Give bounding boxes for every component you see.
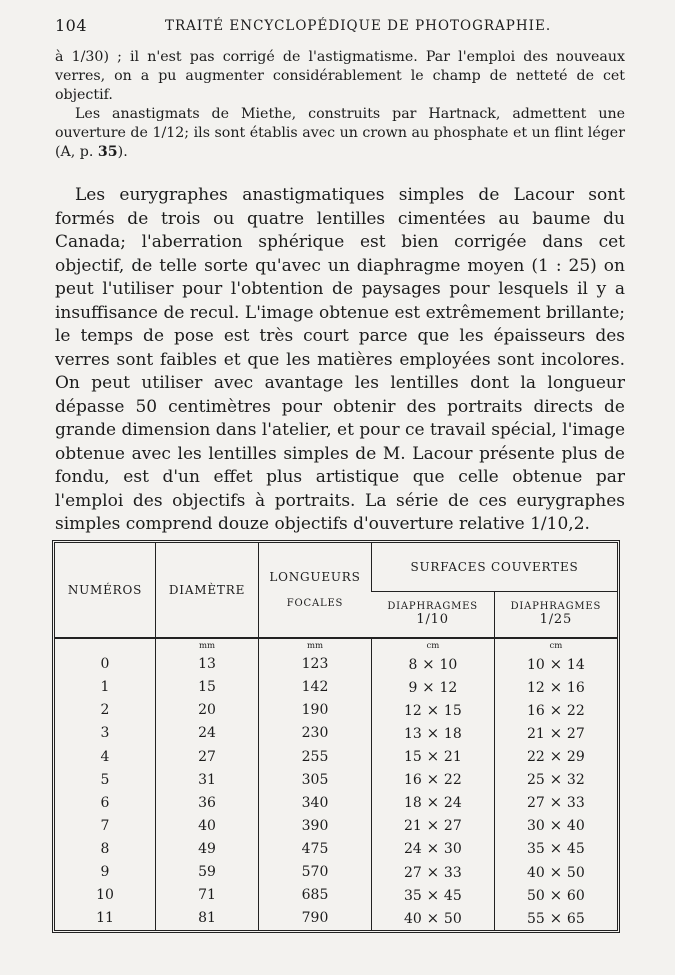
surface-height: 65 [566, 910, 585, 927]
cell-numero [55, 907, 156, 930]
numero-value: 9 [100, 864, 110, 881]
table-row [55, 768, 617, 791]
cell-focale [259, 653, 372, 676]
small-paragraph-2 [55, 105, 625, 162]
page-header [55, 16, 625, 38]
surface-width: 21 [403, 818, 422, 835]
table-row [55, 745, 617, 768]
surface-width: 25 [526, 772, 545, 789]
cell-surface-1-25 [494, 745, 617, 768]
times-sign: × [421, 885, 444, 904]
cell-surface-1-10 [372, 791, 495, 814]
lens-table [52, 540, 620, 933]
small-text-block [55, 48, 625, 162]
diametre-value: 36 [198, 794, 216, 811]
header-diaph-2-frac: 1/25 [539, 612, 573, 628]
surface-width: 15 [403, 749, 422, 766]
cell-focale [259, 907, 372, 930]
surface-height: 15 [443, 702, 462, 719]
header-diaph-1-frac: 1/10 [416, 612, 449, 628]
units-s1: cm [372, 638, 495, 653]
surface-height: 33 [566, 795, 585, 812]
surface-height: 32 [566, 772, 585, 789]
numero-value: 10 [96, 887, 114, 904]
surface-width: 40 [526, 864, 545, 881]
focale-value: 475 [301, 840, 329, 857]
cell-focale [259, 699, 372, 722]
cell-diametre [156, 745, 259, 768]
times-sign: × [421, 700, 444, 719]
times-sign: × [544, 816, 567, 835]
diametre-value: 20 [198, 702, 216, 719]
times-sign: × [421, 793, 444, 812]
numero-value: 8 [100, 840, 110, 857]
surface-width: 35 [526, 841, 545, 858]
surface-height: 27 [443, 818, 462, 835]
surface-height: 45 [443, 887, 462, 904]
cell-focale [259, 884, 372, 907]
surface-height: 24 [443, 795, 462, 812]
cell-diametre [156, 722, 259, 745]
cell-surface-1-25 [494, 837, 617, 860]
cell-surface-1-10 [372, 653, 495, 676]
numero-value: 11 [96, 910, 114, 927]
cell-numero [55, 884, 156, 907]
numero-value: 6 [100, 794, 110, 811]
surface-height: 50 [566, 864, 585, 881]
cell-surface-1-25 [494, 653, 617, 676]
cell-focale [259, 791, 372, 814]
times-sign: × [544, 700, 567, 719]
cell-diametre [156, 814, 259, 837]
surface-height: 18 [443, 725, 462, 742]
table-row [55, 653, 617, 676]
times-sign: × [544, 885, 567, 904]
cell-numero [55, 814, 156, 837]
cell-numero [55, 653, 156, 676]
surface-height: 10 [439, 656, 458, 673]
surface-height: 33 [443, 864, 462, 881]
header-longueurs [259, 543, 372, 638]
small-paragraph-2-end: ). [117, 144, 128, 160]
cell-focale [259, 768, 372, 791]
small-paragraph-1: à 1/30) ; il n'est pas corrigé de l'astigmatisme. Par l'emploi des nouveaux verres, on a pu augmenter considérablement le champ de netteté de cet objectif. [55, 49, 625, 103]
units-row [55, 638, 617, 653]
surface-height: 16 [566, 679, 585, 696]
table-row [55, 722, 617, 745]
surface-height: 14 [566, 656, 585, 673]
numero-value: 7 [100, 817, 110, 834]
diametre-value: 59 [198, 864, 216, 881]
times-sign: × [544, 654, 567, 673]
cell-focale [259, 745, 372, 768]
surface-width: 40 [403, 910, 422, 927]
header-numeros: NUMÉROS [55, 543, 156, 638]
surface-height: 22 [566, 702, 585, 719]
cell-diametre [156, 653, 259, 676]
cell-diametre [156, 676, 259, 699]
numero-value: 3 [100, 725, 110, 742]
cell-focale [259, 861, 372, 884]
cell-diametre [156, 861, 259, 884]
times-sign: × [544, 770, 567, 789]
cell-surface-1-25 [494, 791, 617, 814]
table-row [55, 676, 617, 699]
table-body [55, 638, 617, 931]
focale-value: 390 [301, 817, 329, 834]
times-sign: × [421, 747, 444, 766]
units-s2: cm [494, 638, 617, 653]
cell-numero [55, 768, 156, 791]
table-row [55, 814, 617, 837]
cell-surface-1-10 [372, 768, 495, 791]
cell-focale [259, 676, 372, 699]
cell-numero [55, 722, 156, 745]
surface-height: 21 [443, 749, 462, 766]
cell-diametre [156, 768, 259, 791]
surface-width: 10 [526, 656, 545, 673]
times-sign: × [544, 723, 567, 742]
surface-width: 12 [403, 702, 422, 719]
surface-width: 22 [526, 749, 545, 766]
focale-value: 570 [301, 864, 329, 881]
cell-surface-1-10 [372, 837, 495, 860]
main-paragraph-text: Les eurygraphes anastigmatiques simples de Lacour sont formés de trois ou quatre lentilles cimentées au baume du Canada; l'aberration sphérique est bien corrigée dans cet objectif, de telle sorte qu'avec un diaphragme moyen (1 : 25) on peut l'utiliser pour l'obtention de paysages pour lesquels il y a insuffisance de recul. L'image obtenue est extrêmement brillante; le temps de pose est très court parce que les épaisseurs des verres sont faibles et que les matières employées sont incolores. On peut utiliser avec avantage les lentilles dont la longueur dépasse 50 centimètres pour obtenir des portraits directs de grande dimension dans l'atelier, et pour ce travail spécial, l'image obtenue avec les lentilles simples de M. Lacour présente plus de fondu, est d'un effet plus artistique que celle obtenue par l'emploi des objectifs à portraits. La série de ces eurygraphes simples comprend douze objectifs d'ouverture relative 1/10,2. [55, 185, 625, 534]
focale-value: 190 [301, 702, 329, 719]
surface-width: 24 [403, 841, 422, 858]
cell-surface-1-25 [494, 722, 617, 745]
focale-value: 685 [301, 887, 329, 904]
diametre-value: 13 [198, 656, 216, 673]
surface-width: 8 [408, 656, 418, 673]
header-diaph-1 [372, 592, 495, 638]
surface-height: 40 [566, 818, 585, 835]
focale-value: 340 [301, 794, 329, 811]
numero-value: 5 [100, 771, 110, 788]
times-sign: × [421, 862, 444, 881]
surface-height: 29 [566, 749, 585, 766]
times-sign: × [421, 908, 444, 927]
times-sign: × [417, 654, 440, 673]
cell-surface-1-10 [372, 907, 495, 930]
table-row [55, 837, 617, 860]
diametre-value: 15 [198, 679, 216, 696]
small-paragraph-2-text: Les anastigmats de Miethe, construits par Hartnack, admettent une ouverture de 1/12; ils sont établis avec un crown au phosphate et un flint léger (A, p. [55, 106, 625, 160]
table-row [55, 699, 617, 722]
table-row [55, 884, 617, 907]
times-sign: × [544, 862, 567, 881]
cell-diametre [156, 907, 259, 930]
cell-focale [259, 837, 372, 860]
cell-numero [55, 745, 156, 768]
main-paragraph [55, 184, 625, 537]
times-sign: × [421, 770, 444, 789]
cell-numero [55, 837, 156, 860]
cell-surface-1-10 [372, 745, 495, 768]
lens-table-grid [55, 543, 617, 930]
surface-width: 27 [403, 864, 422, 881]
cell-surface-1-10 [372, 722, 495, 745]
times-sign: × [544, 839, 567, 858]
surface-height: 30 [443, 841, 462, 858]
surface-width: 9 [408, 679, 418, 696]
surface-width: 16 [403, 772, 422, 789]
times-sign: × [544, 747, 567, 766]
diametre-value: 31 [198, 771, 216, 788]
surface-width: 35 [403, 887, 422, 904]
diametre-value: 71 [198, 887, 216, 904]
cell-surface-1-25 [494, 699, 617, 722]
diametre-value: 81 [198, 910, 216, 927]
focale-value: 305 [301, 771, 329, 788]
cell-surface-1-10 [372, 884, 495, 907]
surface-width: 13 [403, 725, 422, 742]
diametre-value: 24 [198, 725, 216, 742]
page-reference: 35 [97, 144, 118, 160]
cell-surface-1-10 [372, 676, 495, 699]
header-diaph-1-label: DIAPHRAGMES [387, 601, 478, 613]
diametre-value: 40 [198, 817, 216, 834]
diametre-value: 27 [198, 748, 216, 765]
times-sign: × [417, 677, 440, 696]
surface-width: 12 [526, 679, 545, 696]
header-diametre: DIAMÈTRE [156, 543, 259, 638]
surface-height: 45 [566, 841, 585, 858]
cell-focale [259, 814, 372, 837]
focale-value: 230 [301, 725, 329, 742]
surface-height: 12 [439, 679, 458, 696]
surface-height: 60 [566, 887, 585, 904]
cell-numero [55, 791, 156, 814]
header-surfaces: SURFACES COUVERTES [372, 543, 618, 592]
cell-numero [55, 676, 156, 699]
header-diaph-2 [494, 592, 617, 638]
header-longueurs-label: LONGUEURS [269, 570, 361, 585]
times-sign: × [544, 908, 567, 927]
cell-surface-1-10 [372, 814, 495, 837]
page-number: 104 [55, 16, 88, 35]
table-row [55, 907, 617, 930]
cell-diametre [156, 884, 259, 907]
numero-value: 2 [100, 702, 110, 719]
surface-width: 30 [526, 818, 545, 835]
focale-value: 123 [301, 656, 329, 673]
surface-height: 22 [443, 772, 462, 789]
cell-diametre [156, 837, 259, 860]
numero-value: 4 [100, 748, 110, 765]
cell-surface-1-25 [494, 814, 617, 837]
cell-diametre [156, 699, 259, 722]
focale-value: 142 [301, 679, 329, 696]
surface-width: 50 [526, 887, 545, 904]
diametre-value: 49 [198, 840, 216, 857]
surface-height: 27 [566, 725, 585, 742]
cell-surface-1-25 [494, 907, 617, 930]
units-longueur: mm [259, 638, 372, 653]
surface-width: 18 [403, 795, 422, 812]
cell-surface-1-25 [494, 861, 617, 884]
surface-width: 16 [526, 702, 545, 719]
cell-diametre [156, 791, 259, 814]
times-sign: × [421, 839, 444, 858]
numero-value: 0 [100, 656, 110, 673]
times-sign: × [544, 793, 567, 812]
surface-height: 50 [443, 910, 462, 927]
units-num [55, 638, 156, 653]
cell-surface-1-25 [494, 884, 617, 907]
cell-surface-1-10 [372, 861, 495, 884]
cell-surface-1-25 [494, 676, 617, 699]
focale-value: 255 [301, 748, 329, 765]
times-sign: × [421, 723, 444, 742]
cell-surface-1-25 [494, 768, 617, 791]
surface-width: 21 [526, 725, 545, 742]
focale-value: 790 [301, 910, 329, 927]
header-focales-label: FOCALES [286, 598, 344, 610]
times-sign: × [544, 677, 567, 696]
cell-focale [259, 722, 372, 745]
numero-value: 1 [100, 679, 110, 696]
cell-numero [55, 699, 156, 722]
times-sign: × [421, 816, 444, 835]
surface-width: 27 [526, 795, 545, 812]
table-row [55, 861, 617, 884]
header-diaph-2-label: DIAPHRAGMES [510, 601, 602, 613]
running-title: TRAITÉ ENCYCLOPÉDIQUE DE PHOTOGRAPHIE. [165, 18, 552, 34]
cell-numero [55, 861, 156, 884]
cell-surface-1-10 [372, 699, 495, 722]
surface-width: 55 [526, 910, 545, 927]
units-diametre: mm [156, 638, 259, 653]
table-row [55, 791, 617, 814]
